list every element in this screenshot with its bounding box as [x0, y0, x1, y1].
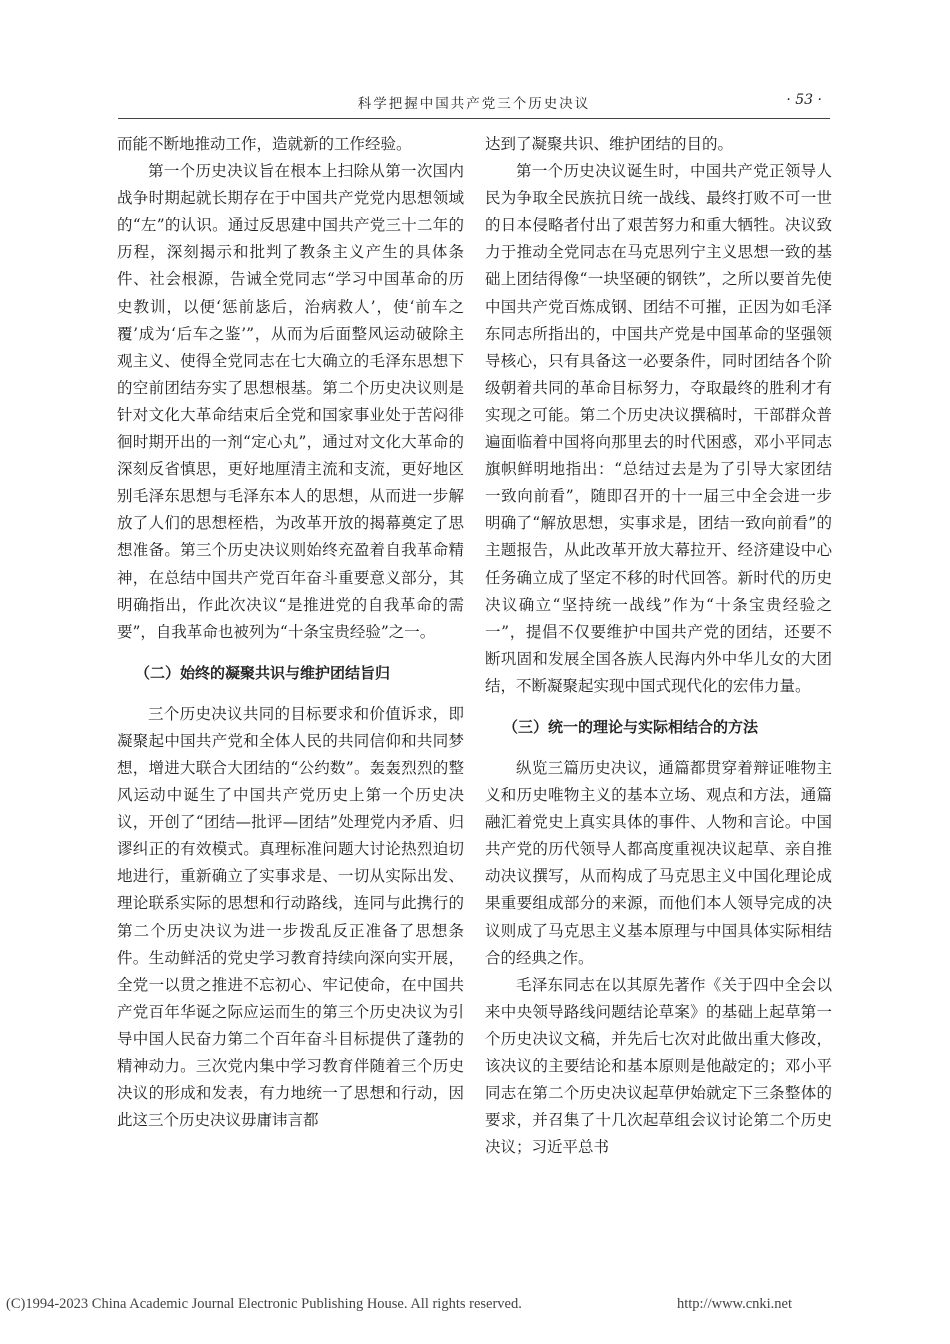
- left-paragraph-3: 三个历史决议共同的目标要求和价值诉求，即凝聚起中国共产党和全体人民的共同信仰和共同梦想，增进大联合大团结的“公约数”。轰轰烈烈的整风运动中诞生了中国共产党历史上第一个历史决议，开创了“团结—批评—团结”处理党内矛盾、归谬纠正的有效模式。真理标准问题大讨论热烈迫切地进行，重新确立了实事求是、一切从实际出发、理论联系实际的思想和行动路线，连同与此携行的第二个历史决议为进一步拨乱反正准备了思想条件。生动鲜活的党史学习教育持续向深向实开展，全党一以贯之推进不忘初心、牢记使命，在中国共产党百年华诞之际应运而生的第三个历史决议为引导中国人民奋力第二个百年奋斗目标提供了蓬勃的精神动力。三次党内集中学习教育伴随着三个历史决议的形成和发表，有力地统一了思想和行动，因此这三个历史决议毋庸讳言都: [117, 704, 464, 1130]
- section-heading-3: （三）统一的理论与实际相结合的方法: [503, 717, 759, 736]
- right-paragraph-4: 毛泽东同志在以其原先著作《关于四中全会以来中央领导路线问题结论草案》的基础上起草第一个历史决议文稿，并先后七次对此做出重大修改，该决议的主要结论和基本原则是他敲定的；邓小平同志在第二个历史决议起草伊始就定下三条整体的要求，并召集了十几次起草组会议讨论第二个历史决议；习近平总书: [485, 975, 832, 1157]
- section-heading-2: （二）始终的凝聚共识与维护团结旨归: [135, 663, 391, 682]
- left-paragraph-1: 而能不断地推动工作，造就新的工作经验。: [117, 135, 412, 153]
- right-paragraph-1: 达到了凝聚共识、维护团结的目的。: [485, 135, 734, 153]
- right-paragraph-2: 第一个历史决议诞生时，中国共产党正领导人民为争取全民族抗日统一战线、最终打败不可一世的日本侵略者付出了艰苦努力和重大牺牲。决议致力于推动全党同志在马克思列宁主义思想一致的基础上团结得像“一块坚硬的钢铁”，之所以要首先使中国共产党百炼成钢、团结不可摧，正因为如毛泽东同志所指出的，中国共产党是中国革命的坚强领导核心，只有具备这一必要条件，同时团结各个阶级朝着共同的革命目标努力，夺取最终的胜利才有实现之可能。第二个历史决议撰稿时，干部群众普遍面临着中国将向那里去的时代困惑，邓小平同志旗帜鲜明地指出：“总结过去是为了引导大家团结一致向前看”，随即召开的十一届三中全会进一步明确了“解放思想，实事求是，团结一致向前看”的主题报告，从此改革开放大幕拉开、经济建设中心任务确立成了坚定不移的时代回答。新时代的历史决议确立“坚持统一战线”作为“十条宝贵经验之一”，提倡不仅要维护中国共产党的团结，还要不断巩固和发展全国各族人民海内外中华儿女的大团结，不断凝聚起实现中国式现代化的宏伟力量。: [485, 162, 832, 695]
- website-link[interactable]: http://www.cnki.net: [676, 1296, 792, 1312]
- running-header: [118, 88, 830, 119]
- right-column: [485, 131, 832, 1161]
- left-paragraph-2: 第一个历史决议旨在根本上扫除从第一次国内战争时期起就长期存在于中国共产党党内思想领域的“左”的认识。通过反思建中国共产党三十二年的历程，深刻揭示和批判了教条主义产生的具体条件、社会根源，告诫全党同志“学习中国革命的历史教训，以便‘惩前毖后，治病救人’，使‘前车之覆’成为‘后车之鉴’”，从而为后面整风运动破除主观主义、使得全党同志在七大确立的毛泽东思想下的空前团结夯实了思想根基。第二个历史决议则是针对文化大革命结束后全党和国家事业处于苦闷徘徊时期开出的一剂“定心丸”，通过对文化大革命的深刻反省慎思，更好地厘清主流和支流，更好地区别毛泽东思想与毛泽东本人的思想，从而进一步解放了人们的思想桎梏，为改革开放的揭幕奠定了思想准备。第三个历史决议则始终充盈着自我革命精神，在总结中国共产党百年奋斗重要意义部分，其明确指出，作此次决议“是推进党的自我革命的需要”，自我革命也被列为“十条宝贵经验”之一。: [117, 162, 464, 641]
- right-paragraph-3: 纵览三篇历史决议，通篇都贯穿着辩证唯物主义和历史唯物主义的基本立场、观点和方法，通篇融汇着党史上真实具体的事件、人物和言论。中国共产党的历代领导人都高度重视决议起草、亲自推动决议撰写，从而构成了马克思主义中国化理论成果重要组成部分的来源，而他们本人领导完成的决议则成了马克思主义基本原理与中国具体实际相结合的经典之作。: [485, 758, 832, 967]
- left-column: [117, 131, 464, 1134]
- page-number: · 53 ·: [786, 92, 822, 108]
- running-title: 科学把握中国共产党三个历史决议: [357, 96, 591, 112]
- copyright-notice: (C)1994-2023 China Academic Journal Electronic Publishing House. All rights reserved.: [6, 1296, 522, 1312]
